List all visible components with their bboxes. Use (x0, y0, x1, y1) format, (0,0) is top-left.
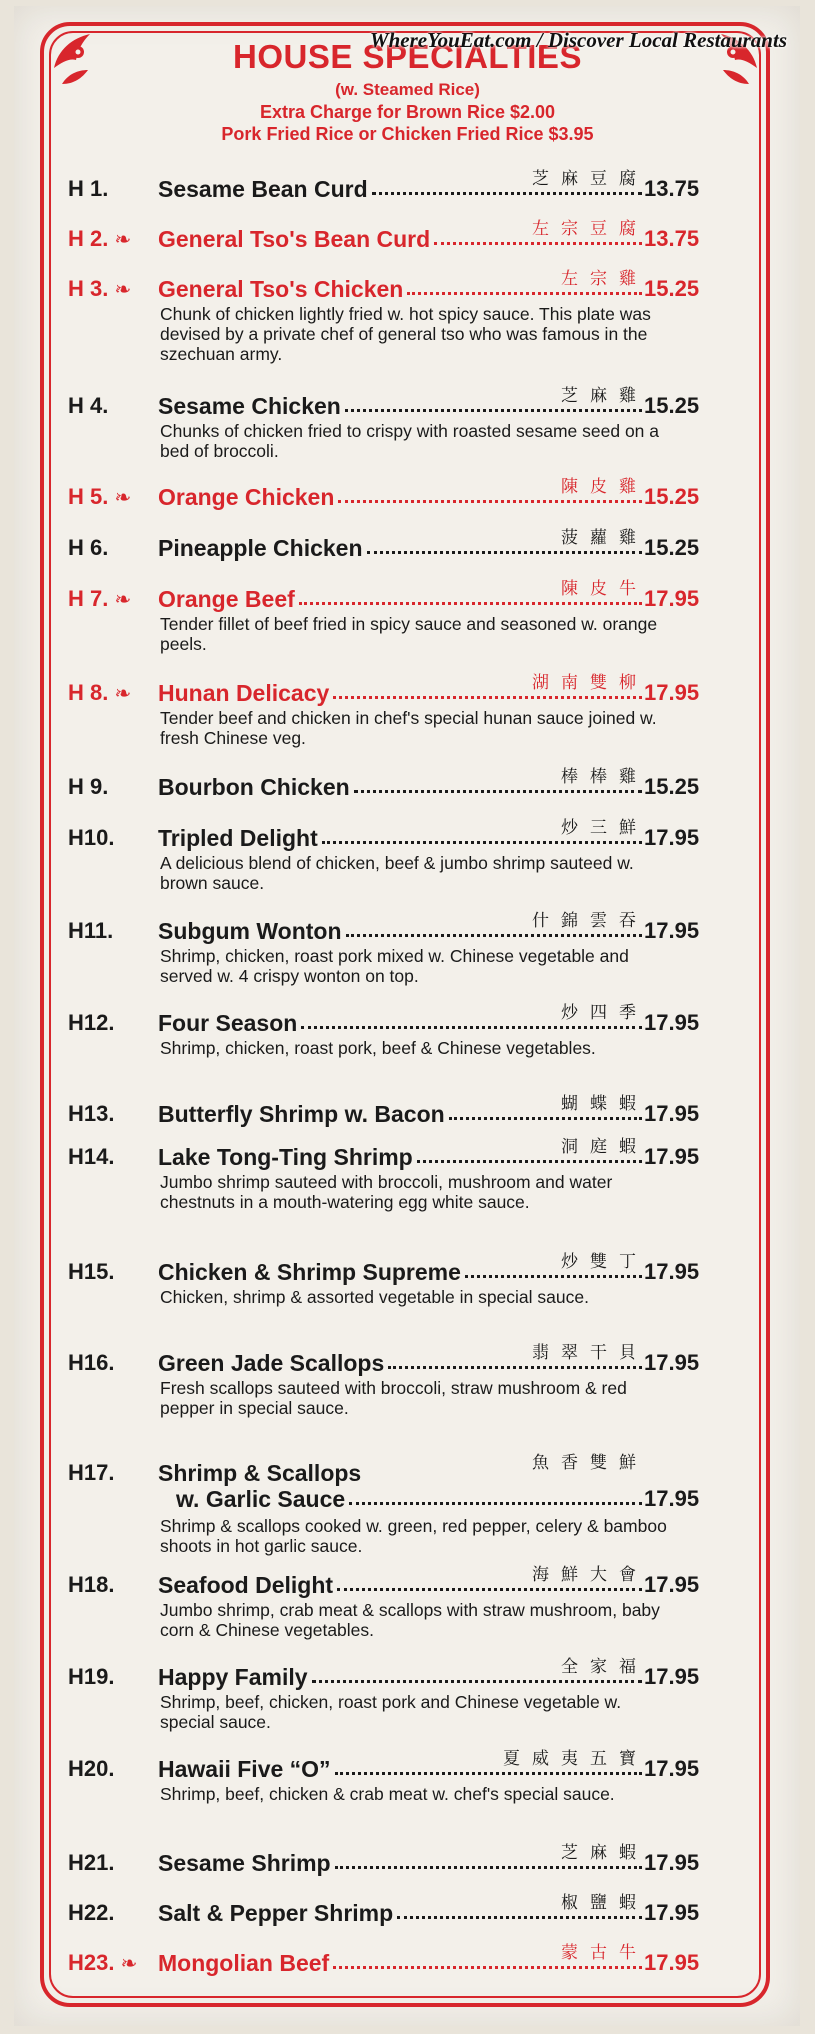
item-description: Shrimp, chicken, roast pork mixed w. Chinese vegetable and served w. 4 crispy wonton on top. (160, 946, 629, 986)
item-chinese-name: 夏威夷五寶 (503, 1749, 648, 1769)
subtitle: (w. Steamed Rice) (335, 80, 480, 99)
dot-leader (434, 240, 642, 245)
item-price: 17.95 (644, 586, 700, 611)
brown-rice-note: Extra Charge for Brown Rice $2.00 (259, 102, 556, 122)
item-price: 15.25 (644, 276, 700, 301)
item-price: 13.75 (644, 226, 700, 251)
swirl-icon: ❧ (114, 229, 132, 251)
swirl-icon: ❧ (114, 487, 132, 509)
item-description: Chunks of chicken fried to crispy with roasted sesame seed on a bed of broccoli. (160, 421, 659, 461)
item-name: Subgum Wonton (158, 918, 342, 944)
item-description: Chicken, shrimp & assorted vegetable in special sauce. (160, 1287, 589, 1307)
dot-leader (333, 1964, 642, 1969)
swirl-icon: ❧ (114, 279, 132, 301)
item-chinese-name: 椒鹽蝦 (561, 1893, 648, 1913)
dot-leader (312, 1678, 642, 1683)
menu-item (0, 1893, 815, 1930)
item-price: 17.95 (644, 1101, 700, 1126)
item-code: H14. (68, 1144, 115, 1169)
item-chinese-name: 芝麻雞 (561, 386, 648, 406)
item-chinese-name: 湖南雙柳 (532, 673, 648, 693)
menu-item (0, 1252, 815, 1307)
item-description: Tender beef and chicken in chef's special hunan sauce joined w. fresh Chinese veg. (160, 708, 657, 748)
item-code: H12. (68, 1010, 115, 1035)
item-name: Sesame Chicken (158, 393, 341, 419)
item-chinese-name: 蝴蝶蝦 (561, 1094, 648, 1114)
item-chinese-name: 炒四季 (561, 1003, 648, 1023)
item-code: H 9. (68, 774, 109, 799)
item-chinese-name: 海鮮大會 (532, 1565, 648, 1585)
dot-leader (301, 1024, 642, 1029)
item-name: Salt & Pepper Shrimp (158, 1900, 394, 1926)
item-name: Bourbon Chicken (158, 774, 350, 800)
dot-leader (345, 407, 642, 412)
swirl-icon: ❧ (120, 1953, 138, 1975)
item-name: Shrimp & Scallops (158, 1460, 362, 1486)
item-name: Orange Beef (158, 586, 295, 612)
item-description: Shrimp, beef, chicken & crab meat w. chef's special sauce. (160, 1784, 615, 1804)
item-code: H23. ❧ (68, 1950, 138, 1975)
menu-item (0, 818, 815, 893)
dot-leader (407, 290, 642, 295)
item-chinese-name: 翡翠干貝 (532, 1343, 648, 1363)
dot-leader (322, 839, 642, 844)
item-code: H10. (68, 825, 115, 850)
item-price: 17.95 (644, 1850, 700, 1875)
item-code: H13. (68, 1101, 115, 1126)
dot-leader (349, 1500, 642, 1505)
item-chinese-name: 芝麻蝦 (561, 1843, 648, 1863)
menu-item (0, 219, 815, 256)
watermark: WhereYouEat.com / Discover Local Restaurants (369, 28, 787, 52)
item-code: H17. (68, 1460, 115, 1485)
item-code: H21. (68, 1850, 115, 1875)
item-name-line2: w. Garlic Sauce (176, 1486, 346, 1512)
item-price: 17.95 (644, 1900, 700, 1925)
menu-item (0, 1565, 815, 1640)
item-code: H 5. ❧ (68, 484, 132, 509)
item-description: Shrimp & scallops cooked w. green, red pepper, celery & bamboo shoots in hot garlic sauce. (160, 1516, 667, 1556)
item-name: Lake Tong-Ting Shrimp (158, 1144, 413, 1170)
dot-leader (388, 1364, 642, 1369)
menu-item (0, 1749, 815, 1804)
dot-leader (417, 1158, 642, 1163)
item-code: H 6. (68, 535, 109, 560)
item-chinese-name: 芝麻豆腐 (532, 169, 648, 189)
item-name: Green Jade Scallops (158, 1350, 385, 1376)
item-chinese-name: 左宗豆腐 (532, 219, 648, 239)
item-name: Four Season (158, 1010, 298, 1036)
dot-leader (335, 1864, 642, 1869)
dot-leader (299, 600, 642, 605)
item-price: 17.95 (644, 1350, 700, 1375)
item-code: H 3. ❧ (68, 276, 132, 301)
item-price: 17.95 (644, 1756, 700, 1781)
item-price: 17.95 (644, 680, 700, 705)
item-chinese-name: 陳皮牛 (561, 579, 648, 599)
item-name: Sesame Shrimp (158, 1850, 331, 1876)
swirl-icon: ❧ (114, 589, 132, 611)
item-code: H16. (68, 1350, 115, 1375)
item-price: 17.95 (644, 1664, 700, 1689)
menu-item (0, 386, 815, 461)
menu-item (0, 911, 815, 986)
dot-leader (367, 549, 642, 554)
item-name: Orange Chicken (158, 484, 335, 510)
item-description: Fresh scallops sauteed with broccoli, straw mushroom & red pepper in special sauce. (160, 1378, 627, 1418)
menu-item (0, 1343, 815, 1418)
item-chinese-name: 全家福 (561, 1657, 648, 1677)
item-name: Happy Family (158, 1664, 308, 1690)
menu-item (0, 673, 815, 748)
item-name: General Tso's Chicken (158, 276, 404, 302)
item-name: General Tso's Bean Curd (158, 226, 431, 252)
item-code: H15. (68, 1259, 115, 1284)
item-chinese-name: 洞庭蝦 (561, 1137, 648, 1157)
item-price: 15.25 (644, 484, 700, 509)
item-price: 17.95 (644, 918, 700, 943)
item-code: H11. (68, 918, 114, 943)
item-name: Mongolian Beef (158, 1950, 330, 1976)
menu-item (0, 1137, 815, 1212)
dot-leader (335, 1770, 642, 1775)
item-price: 17.95 (644, 1950, 700, 1975)
menu-item (0, 1453, 815, 1556)
item-chinese-name: 炒雙丁 (561, 1252, 648, 1272)
dot-leader (337, 1586, 642, 1591)
item-chinese-name: 什錦雲吞 (532, 911, 648, 931)
item-description: Jumbo shrimp sauteed with broccoli, mushroom and water chestnuts in a mouth-watering egg white sauce. (160, 1172, 613, 1212)
item-code: H 8. ❧ (68, 680, 132, 705)
item-description: Shrimp, beef, chicken, roast pork and Chinese vegetable w. special sauce. (160, 1692, 622, 1732)
dot-leader (397, 1914, 642, 1919)
item-price: 17.95 (644, 1486, 700, 1511)
item-chinese-name: 菠蘿雞 (561, 528, 648, 548)
item-description: Shrimp, chicken, roast pork, beef & Chinese vegetables. (160, 1038, 596, 1058)
dot-leader (449, 1115, 642, 1120)
item-name: Seafood Delight (158, 1572, 334, 1598)
menu-item (0, 1003, 815, 1058)
item-price: 17.95 (644, 1572, 700, 1597)
item-chinese-name: 陳皮雞 (561, 477, 648, 497)
item-chinese-name: 蒙古牛 (561, 1943, 648, 1963)
item-code: H 4. (68, 393, 109, 418)
dot-leader (465, 1273, 642, 1278)
item-description: Jumbo shrimp, crab meat & scallops with straw mushroom, baby corn & Chinese vegetables. (160, 1600, 660, 1640)
item-price: 17.95 (644, 1144, 700, 1169)
item-name: Hunan Delicacy (158, 680, 330, 706)
item-name: Butterfly Shrimp w. Bacon (158, 1101, 445, 1127)
item-price: 15.25 (644, 393, 700, 418)
item-name: Chicken & Shrimp Supreme (158, 1259, 461, 1285)
item-code: H20. (68, 1756, 115, 1781)
item-code: H 1. (68, 176, 109, 201)
item-chinese-name: 左宗雞 (561, 269, 648, 289)
menu-item (0, 1843, 815, 1880)
dot-leader (346, 932, 642, 937)
menu-item (0, 767, 815, 804)
item-price: 17.95 (644, 1259, 700, 1284)
menu-item (0, 1094, 815, 1131)
item-description: A delicious blend of chicken, beef & jumbo shrimp sauteed w. brown sauce. (160, 853, 634, 893)
menu-item (0, 1943, 815, 1980)
menu-item (0, 169, 815, 206)
menu-item (0, 269, 815, 364)
page-title: HOUSE SPECIALTIES (233, 38, 582, 75)
item-description: Tender fillet of beef fried in spicy sauce and seasoned w. orange peels. (160, 614, 658, 654)
item-price: 17.95 (644, 825, 700, 850)
menu-item (0, 579, 815, 654)
item-name: Sesame Bean Curd (158, 176, 368, 202)
item-code: H18. (68, 1572, 115, 1597)
dot-leader (354, 788, 642, 793)
menu-item (0, 1657, 815, 1732)
item-price: 13.75 (644, 176, 700, 201)
dot-leader (333, 694, 642, 699)
item-price: 15.25 (644, 774, 700, 799)
item-price: 17.95 (644, 1010, 700, 1035)
fried-rice-note: Pork Fried Rice or Chicken Fried Rice $3.95 (221, 124, 594, 144)
menu-item (0, 477, 815, 514)
dot-leader (338, 498, 642, 503)
item-code: H 2. ❧ (68, 226, 132, 251)
item-name: Pineapple Chicken (158, 535, 363, 561)
swirl-icon: ❧ (114, 683, 132, 705)
item-code: H 7. ❧ (68, 586, 132, 611)
menu-item (0, 528, 815, 565)
item-code: H22. (68, 1900, 115, 1925)
item-code: H19. (68, 1664, 115, 1689)
item-name: Tripled Delight (158, 825, 318, 851)
item-chinese-name: 炒三鮮 (561, 818, 648, 838)
item-chinese-name: 棒棒雞 (561, 767, 648, 787)
item-chinese-name: 魚香雙鮮 (532, 1453, 648, 1473)
dot-leader (372, 190, 642, 195)
item-description: Chunk of chicken lightly fried w. hot spicy sauce. This plate was devised by a private chef of general tso who was famous in the szechuan army. (160, 304, 651, 364)
item-name: Hawaii Five “O” (158, 1756, 331, 1782)
item-price: 15.25 (644, 535, 700, 560)
